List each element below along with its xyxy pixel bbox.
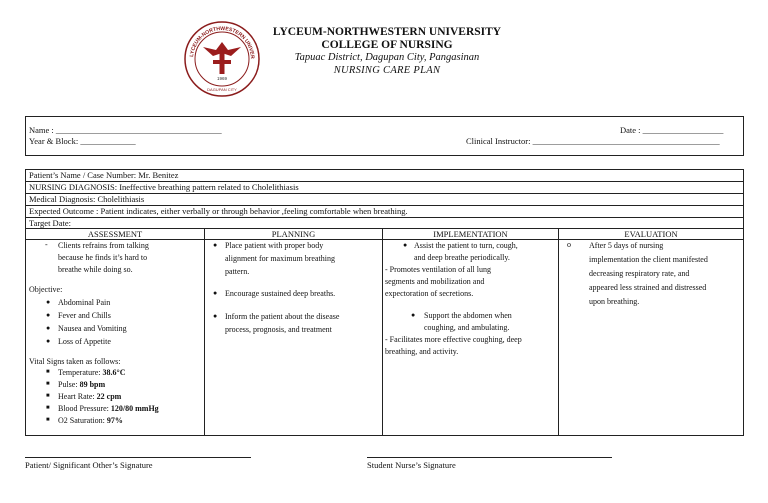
rationale-line: breathing, and activity. <box>385 347 459 356</box>
dot-bullet: ● <box>403 241 408 249</box>
dot-bullet: ● <box>46 311 51 319</box>
evaluation-line: implementation the client manifested <box>589 255 708 264</box>
patient-signature-line[interactable] <box>25 457 251 458</box>
patient-name-row: Patient’s Name / Case Number: Mr. Benitez <box>26 170 743 182</box>
medical-diagnosis-row: Medical Diagnosis: Cholelithiasis <box>26 194 743 206</box>
student-signature-label: Student Nurse’s Signature <box>367 460 456 470</box>
evaluation-line: appeared less strained and distressed <box>589 283 707 292</box>
vital-o2-saturation: O2 Saturation: 97% <box>58 416 123 425</box>
intervention-item: and deep breathe periodically. <box>414 253 510 262</box>
vital-pulse: Pulse: 89 bpm <box>58 380 106 389</box>
square-bullet: ■ <box>46 369 50 375</box>
column-header-implementation: IMPLEMENTATION <box>383 229 558 240</box>
year-block-field[interactable]: Year & Block: _____________ <box>29 136 136 146</box>
rationale-line: - Promotes ventilation of all lung <box>385 265 491 274</box>
planning-column <box>205 240 382 435</box>
rationale-line: expectoration of secretions. <box>385 289 474 298</box>
seal-text: LYCEUM-NORTHWESTERN UNIVER <box>189 25 256 59</box>
intervention-item: coughing, and ambulating. <box>424 323 510 332</box>
evaluation-line: upon breathing. <box>589 297 640 306</box>
student-signature-line[interactable] <box>367 457 612 458</box>
circle-bullet: o <box>567 240 571 249</box>
rationale-line: segments and mobilization and <box>385 277 485 286</box>
university-seal-logo <box>183 20 261 98</box>
college-name: COLLEGE OF NURSING <box>321 39 453 51</box>
subjective-line: breathe while doing so. <box>58 265 133 274</box>
vital-heart-rate: Heart Rate: 22 cpm <box>58 392 122 401</box>
objective-item: Abdominal Pain <box>58 298 111 307</box>
target-date-row: Target Date: <box>26 218 743 229</box>
date-field[interactable]: Date : ___________________ <box>620 125 724 135</box>
objective-label: Objective: <box>29 285 63 294</box>
subjective-line: because he finds it’s hard to <box>58 253 148 262</box>
dot-bullet: ● <box>411 311 416 319</box>
column-header-assessment: ASSESSMENT <box>26 229 204 240</box>
objective-item: Loss of Appetite <box>58 337 111 346</box>
planning-item: alignment for maximum breathing <box>225 254 335 263</box>
dot-bullet: ● <box>46 337 51 345</box>
column-header-evaluation: EVALUATION <box>559 229 743 240</box>
clinical-instructor-field[interactable]: Clinical Instructor: ____________________________________________ <box>466 136 720 146</box>
dot-bullet: ● <box>213 241 218 249</box>
dot-bullet: ● <box>213 312 218 320</box>
intervention-item: Support the abdomen when <box>424 311 512 320</box>
expected-outcome-row: Expected Outcome : Patient indicates, either verbally or through behavior ,feeling comfortable when breathing. <box>26 206 743 218</box>
implementation-column <box>383 240 558 435</box>
dot-bullet: ● <box>46 298 51 306</box>
university-name: LYCEUM-NORTHWESTERN UNIVERSITY <box>272 26 502 38</box>
objective-item: Nausea and Vomiting <box>58 324 127 333</box>
patient-signature-label: Patient/ Significant Other’s Signature <box>25 460 153 470</box>
square-bullet: ■ <box>46 393 50 399</box>
square-bullet: ■ <box>46 417 50 423</box>
square-bullet: ■ <box>46 405 50 411</box>
rationale-line: - Facilitates more effective coughing, deep <box>385 335 522 344</box>
planning-item: Inform the patient about the disease <box>225 312 340 321</box>
square-bullet: ■ <box>46 381 50 387</box>
objective-item: Fever and Chills <box>58 311 111 320</box>
planning-item: pattern. <box>225 267 250 276</box>
college-location: Tapuac District, Dagupan City, Pangasinan <box>294 52 480 63</box>
dash-bullet: - <box>45 240 48 249</box>
dot-bullet: ● <box>213 289 218 297</box>
nursing-diagnosis-row: NURSING DIAGNOSIS: Ineffective breathing pattern related to Cholelithiasis <box>26 182 743 194</box>
dot-bullet: ● <box>46 324 51 332</box>
evaluation-column <box>559 240 743 435</box>
vitals-label: Vital Signs taken as follows: <box>29 357 121 366</box>
student-info-box <box>25 116 744 156</box>
column-header-planning: PLANNING <box>205 229 382 240</box>
subjective-line: Clients refrains from talking <box>58 241 149 250</box>
vital-temperature: Temperature: 38.6°C <box>58 368 126 377</box>
seal-city: DAGUPAN CITY <box>207 87 237 92</box>
seal-year: 1969 <box>216 76 228 81</box>
planning-item: process, prognosis, and treatment <box>225 325 332 334</box>
evaluation-line: decreasing respiratory rate, and <box>589 269 690 278</box>
form-title: NURSING CARE PLAN <box>333 65 441 76</box>
planning-item: Place patient with proper body <box>225 241 324 250</box>
name-field[interactable]: Name : _______________________________________ <box>29 125 222 135</box>
evaluation-line: After 5 days of nursing <box>589 241 664 250</box>
planning-item: Encourage sustained deep breaths. <box>225 289 336 298</box>
intervention-item: Assist the patient to turn, cough, <box>414 241 518 250</box>
vital-blood-pressure: Blood Pressure: 120/80 mmHg <box>58 404 159 413</box>
nursing-care-plan-table <box>25 169 744 436</box>
assessment-column <box>26 240 204 435</box>
